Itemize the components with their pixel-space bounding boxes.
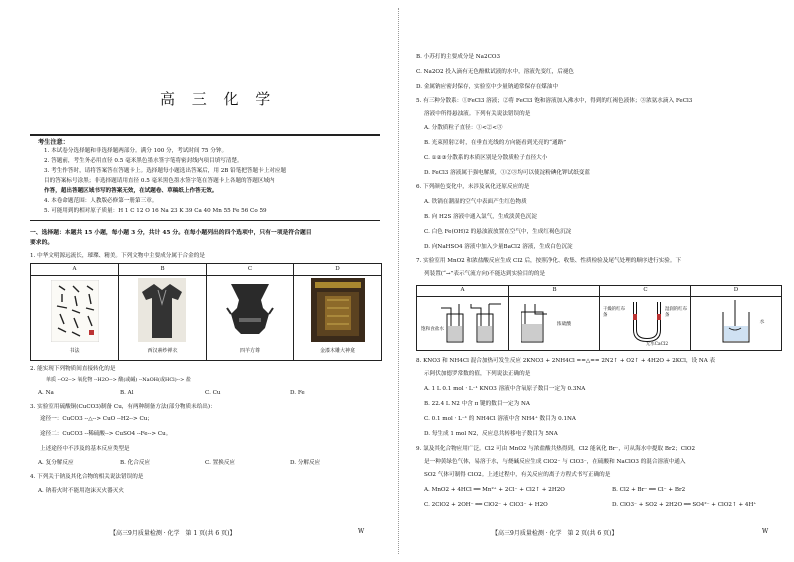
page-footer: 【高三9月质量检测 · 化学 第 2 页(共 6 页)】: [492, 530, 618, 537]
q2-chain: 单质 --O2--> 氧化物 --H2O--> 酸(或碱) --NaOH(或HCl)--> 盐: [46, 377, 191, 383]
q3-option-a: A. 复分解反应: [38, 460, 74, 466]
q3-route-1: 途径一：CuCO3 --△--> CuO --H2--> Cu；: [40, 416, 153, 422]
q7-header-c: C: [643, 287, 648, 293]
q7-label-d: 水: [759, 320, 765, 325]
q5-option-d: D. FeCl3 溶液属于强电解质，①②③均可以使淀粉碘化钾试纸变蓝: [424, 170, 590, 176]
question-7-cont: 列装置(“→”表示气流方向)不能达到实验目的的是: [424, 271, 546, 277]
q5-option-c: C. ①②③分散系的本质区别是分散质粒子直径大小: [424, 155, 548, 161]
q1-caption-b: 西汉素纱禅衣: [147, 348, 178, 354]
shrine-image: [311, 278, 365, 342]
question-7: 7. 实验室用 MnO2 和浓盐酸反应生成 Cl2 后，按照净化、收集、性质检验及尾气处理的顺序进行实验。下: [416, 258, 682, 264]
footer-mark: W: [358, 528, 365, 535]
q7-label-c2: 湿润的红布条: [665, 307, 687, 318]
page-title: 高 三 化 学: [160, 90, 277, 108]
notice-item: 目的答案标号涂黑；非选择题请用直径 0.5 毫米黑色墨水签字笔在答题卡上各题的答题区域内: [44, 178, 275, 184]
notice-heading: 考生注意：: [38, 139, 69, 146]
q8-option-b: B. 22.4 L N2 中含 π 键的数目一定为 NA: [424, 401, 530, 407]
drying-bottle-diagram: [521, 302, 551, 344]
q9-option-b: B. Cl2 + Br⁻ ══ Cl⁻ + Br2: [612, 487, 686, 493]
question-5-cont: 溶液中所得悬浊液。下列有关说法错误的是: [424, 111, 531, 117]
q9-option-d: D. ClO3⁻ + SO2 + 2H2O ══ SO4²⁻ + ClO2↑ + 4H⁺: [612, 502, 757, 508]
notice-item: 5. 可能用到的相对原子质量：H 1 C 12 O 16 Na 23 K 39 Ca 40 Mn 55 Fe 56 Co 59: [44, 208, 267, 214]
q8-option-c: C. 0.1 mol · L⁻¹ 的 NH4Cl 溶液中含 NH4⁺ 数目为 0.1NA: [424, 416, 576, 422]
u-tube-diagram: [629, 300, 669, 344]
divider: [30, 134, 380, 136]
notice-item: 4. 本卷命题范围：人教版必修第一册第三章。: [44, 198, 158, 204]
q4-option-b: B. 小苏打的主要成分是 Na2CO3: [416, 54, 501, 60]
q3-route-2: 途径二：CuCO3 --稀硫酸--> CuSO4 --Fe--> Cu。: [40, 431, 172, 437]
page-footer: 【高三9月质量检测 · 化学 第 1 页(共 6 页)】: [110, 530, 236, 537]
question-9: 9. 氯及其化合物应用广泛。Cl2 可由 MnO2 与浓盐酸共热得到，Cl2 能氧化 Br⁻，可从海水中提取 Br2；ClO2: [416, 446, 695, 452]
q6-option-d: D. 向NaHSO4 溶液中加入少量BaCl2 溶液，生成白色沉淀: [424, 244, 573, 250]
q2-option-a: A. Na: [38, 390, 54, 396]
q2-option-c: C. Cu: [205, 390, 221, 396]
q7-label-b: 浓硫酸: [556, 322, 572, 327]
calligraphy-image: [51, 280, 99, 342]
question-8: 8. KNO3 和 NH4Cl 混合加热可发生反应 2KNO3 + 2NH4Cl ==△== 2N2↑ + O2↑ + 4H2O + 2KCl，设 NA 表: [416, 358, 716, 364]
section-heading: 一、选择题：本题共 15 小题，每小题 3 分，共计 45 分。在每小题列出的四个选项中，只有一项是符合题目: [30, 230, 312, 236]
question-5: 5. 有三种分散系：①FeCl3 溶液；②将 FeCl3 饱和溶液加入沸水中，得到的红褐色液体；③浓氨水滴入 FeCl3: [416, 98, 693, 104]
q1-caption-c: 四羊方尊: [239, 348, 260, 354]
q1-caption-d: 金漆木雕大神龛: [319, 348, 355, 354]
notice-item: 3. 考生作答时，请将答案答在答题卡上。选择题每小题选出答案后，用 2B 铅笔把答题卡上对应题: [44, 168, 287, 174]
q6-option-a: A. 铁锅在潮湿的空气中表面产生红色物质: [424, 199, 527, 205]
right-page: [402, 0, 794, 562]
q2-option-b: B. Al: [120, 390, 134, 396]
q6-option-c: C. 白色 Fe(OH)2 的悬浊液放置在空气中，生成红褐色沉淀: [424, 229, 572, 235]
q8-option-a: A. 1 L 0.1 mol · L⁻¹ KNO3 溶液中含氧原子数目一定为 0.3NA: [424, 386, 586, 392]
notice-item: 作答，超出答题区域书写的答案无效，在试题卷、草稿纸上作答无效。: [44, 188, 218, 194]
question-6: 6. 下列颜色变化中，未涉及氧化还原反应的是: [416, 184, 530, 190]
question-9-cont: 是一种黄绿色气体，易溶于水，与烧碱反应生成 ClO2⁻ 与 ClO3⁻，在硫酸和 NaClO3 的混合溶液中通入: [424, 459, 686, 465]
q1-header-c: C: [247, 266, 253, 272]
question-3: 3. 实验室用硫酸铜(CuCO3)制备 Cu，有两种制备方法(部分物质未给出)：: [30, 404, 216, 410]
q7-header-d: D: [733, 287, 739, 293]
q3-option-c: C. 置换反应: [205, 460, 236, 466]
section-heading-cont: 要求的。: [30, 240, 54, 246]
q7-label-c3: 无水CaCl2: [645, 342, 669, 347]
q9-option-c: C. 2ClO2 + 2OH⁻ ══ ClO2⁻ + ClO3⁻ + H2O: [424, 502, 548, 508]
q7-label-c1: 干燥的红布条: [603, 307, 625, 318]
q7-header-b: B: [552, 287, 557, 293]
question-4: 4. 下列关于钠及其化合物的相关说法错误的是: [30, 474, 144, 480]
footer-mark: W: [762, 528, 769, 535]
q4-option-c: C. Na2O2 投入滴有无色酚酞试液的水中，溶液先变红，后褪色: [416, 69, 575, 75]
q1-header-a: A: [72, 266, 77, 272]
q3-ask: 上述途径中不涉及的基本反应类型是: [40, 446, 130, 452]
q3-option-b: B. 化合反应: [120, 460, 151, 466]
page-gutter: [398, 8, 400, 554]
q1-header-d: D: [335, 266, 340, 272]
q7-header-a: A: [460, 287, 465, 293]
q4-option-a: A. 钠着火时不能用泡沫灭火器灭火: [38, 488, 124, 494]
q3-option-d: D. 分解反应: [290, 460, 321, 466]
divider: [30, 220, 380, 221]
question-1: 1. 中华文明源远流长，璀璨、精美。下列文物中主要成分属于合金的是: [30, 253, 205, 259]
q1-figure-table: [30, 263, 382, 361]
wash-bottle-diagram: [441, 300, 503, 346]
q1-caption-a: 书法: [69, 348, 80, 354]
q5-option-a: A. 分散质粒子直径：①<②<③: [424, 125, 503, 131]
question-9-cont2: SO2 气体可制得 ClO2。上述过程中，有关反应的离子方程式书写正确的是: [424, 472, 611, 478]
q6-option-b: B. 向 H2S 溶液中通入氯气，生成淡黄色沉淀: [424, 214, 537, 220]
robe-image: [138, 278, 186, 342]
q5-option-b: B. 光束照射②时，在垂直光线的方向能看到光亮的“通路”: [424, 140, 567, 146]
q7-apparatus-table: [416, 285, 782, 351]
notice-item: 2. 答题前，考生务必用直径 0.5 毫米黑色墨水签字笔将密封线内项目填写清楚。: [44, 158, 243, 164]
beaker-diagram: [715, 300, 755, 346]
q9-option-a: A. MnO2 + 4HCl ══ Mn²⁺ + 2Cl⁻ + Cl2↑ + 2H2O: [424, 487, 565, 493]
notice-item: 1. 本试卷分选择题和非选择题两部分。满分 100 分，考试时间 75 分钟。: [44, 148, 228, 154]
q7-label-a: 饱和食盐水: [421, 327, 444, 332]
question-2: 2. 能实现下列物质间直接转化的是: [30, 366, 116, 372]
q8-option-d: D. 每生成 1 mol N2，反应总共转移电子数目为 5NA: [424, 431, 558, 437]
bronze-vessel-image: [225, 278, 275, 342]
q1-header-b: B: [160, 266, 165, 272]
question-8-cont: 示阿伏加德罗常数的值，下列说法正确的是: [424, 371, 531, 377]
q2-option-d: D. Fe: [290, 390, 305, 396]
q4-option-d: D. 金属钠应密封保存，实验室中少量钠通常保存在煤油中: [416, 84, 559, 90]
